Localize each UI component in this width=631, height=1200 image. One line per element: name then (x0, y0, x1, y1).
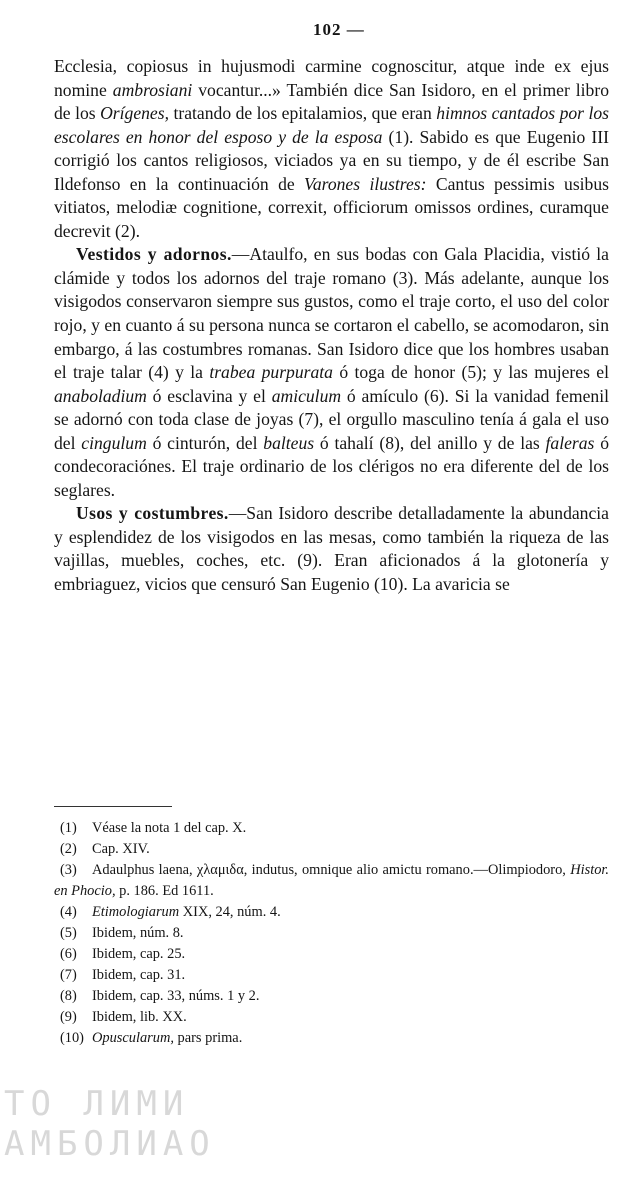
footnote-number: (2) (60, 841, 77, 857)
paragraph-1 (54, 55, 609, 243)
footnote-item (54, 839, 614, 860)
text-run: —San Isidoro describe detalladamente la abundancia y esplendidez de los visigodos en las mesas, como también la riqueza de las vajillas, muebles, coches, etc. (9). Eran aficionados á la glotonería y embriaguez, vicios que censuró San Eugenio (10). La avaricia se (54, 503, 609, 595)
italic-term: amiculum (271, 385, 342, 406)
footnote-text: Ibidem, cap. 31. (92, 967, 186, 983)
footnote-divider (54, 806, 172, 807)
text-run: vocantur...» También dice San Isidoro, en el primer libro de los (54, 79, 610, 124)
text-run: (1). Sabido es que Eugenio III corrigió los cantos religiosos, viciados ya en su tiempo, y de él escribe San Ildefonso en la continuación de (54, 126, 609, 194)
italic-term: anaboladium (54, 385, 147, 406)
footnotes (54, 818, 614, 1049)
library-stamp (4, 1084, 216, 1164)
footnote-number: (10) (60, 1030, 84, 1046)
paragraph-2 (54, 243, 609, 502)
italic-term: trabea purpurata (209, 362, 333, 383)
italic-term: ambrosiani (112, 79, 193, 100)
text-run: ó amículo (6). Si la vanidad femenil se adornó con toda clase de joyas (7), el orgullo masculino tenía á gala el uso del (54, 385, 609, 453)
footnote-text: Ibidem, lib. XX. (92, 1009, 187, 1025)
page-number: 102 — (313, 20, 365, 39)
footnote-item (54, 902, 614, 923)
italic-term: balteus (263, 432, 315, 453)
footnote-number: (4) (60, 904, 77, 920)
text-run: ó esclavina y el (146, 385, 272, 406)
footnote-text: Adaulphus laena, χλαμιδα, indutus, omnique alio amictu romano.—Olimpiodoro, (92, 862, 571, 878)
footnote-item (54, 1007, 614, 1028)
footnote-number: (9) (60, 1009, 77, 1025)
text-run: —Ataulfo, en sus bodas con Gala Placidia, vistió la clámide y todos los adornos del traje romano (3). Más adelante, aunque los visigodos conservaron siempre sus gustos, como el traje corto, el uso del color rojo, y en cuanto á su persona nunca se cortaron el cabello, se acomodaron, sin embargo, á las costumbres romanas. San Isidoro dice que los hombres usaban el traje talar (4) y la (54, 244, 609, 383)
footnote-text: p. 186. Ed 1611. (115, 883, 214, 899)
footnote-number: (5) (60, 925, 77, 941)
footnote-text: Cap. XIV. (92, 841, 150, 857)
footnote-number: (8) (60, 988, 77, 1004)
footnote-number: (3) (60, 862, 77, 878)
italic-term: faleras (545, 432, 595, 453)
section-heading: Vestidos y adornos. (76, 244, 232, 265)
footnote-number: (6) (60, 946, 77, 962)
footnote-item (54, 860, 609, 902)
footnote-item (54, 923, 614, 944)
footnote-number: (1) (60, 820, 77, 836)
footnote-italic: Histor. en Phocio, (54, 862, 609, 899)
footnote-italic: Opuscularum, (92, 1030, 174, 1046)
text-run: Ecclesia, copiosus in hujusmodi carmine cognoscitur, atque inde ex ejus nomine (54, 56, 609, 100)
footnote-text: pars prima. (173, 1030, 243, 1046)
stamp-line: АМБОЛИАО (4, 1124, 216, 1164)
text-run: ó condecoraciónes. El traje ordinario de los clérigos no era diferente del de los seglares. (54, 432, 609, 500)
footnote-text: Ibidem, núm. 8. (92, 925, 184, 941)
text-run: ó tahalí (8), del anillo y de las (314, 432, 546, 453)
body-text (54, 55, 609, 597)
footnote-text: Ibidem, cap. 25. (92, 946, 186, 962)
italic-term: himnos cantados por los escolares en honor del esposo y de la esposa (54, 103, 610, 147)
section-heading: Usos y costumbres. (76, 503, 229, 524)
italic-term: cingulum (81, 432, 147, 453)
text-run: Cantus pessimis usibus vitiatos, melodiæ cognitione, correxit, officiorum omissos ordines, curamque decrevit (2). (54, 173, 610, 241)
footnote-italic: Etimologiarum (92, 904, 180, 920)
footnote-item (54, 965, 614, 986)
footnote-item (54, 1028, 614, 1049)
stamp-line: ТО ЛИМИ (4, 1084, 190, 1124)
footnote-item (54, 986, 614, 1007)
italic-term: Varones ilustres: (304, 173, 427, 194)
footnote-item (54, 944, 614, 965)
footnote-text: Véase la nota 1 del cap. X. (92, 820, 247, 836)
footnote-text: Ibidem, cap. 33, núms. 1 y 2. (92, 988, 260, 1004)
text-run: ó toga de honor (5); y las mujeres el (332, 362, 609, 383)
text-run: tratando de los epitalamios, que eran (169, 103, 437, 124)
text-run: ó cinturón, del (146, 432, 264, 453)
footnote-number: (7) (60, 967, 77, 983)
italic-term: Orígenes, (100, 103, 169, 124)
footnote-text: XIX, 24, núm. 4. (179, 904, 281, 920)
paragraph-3 (54, 502, 609, 596)
footnote-item (54, 818, 614, 839)
